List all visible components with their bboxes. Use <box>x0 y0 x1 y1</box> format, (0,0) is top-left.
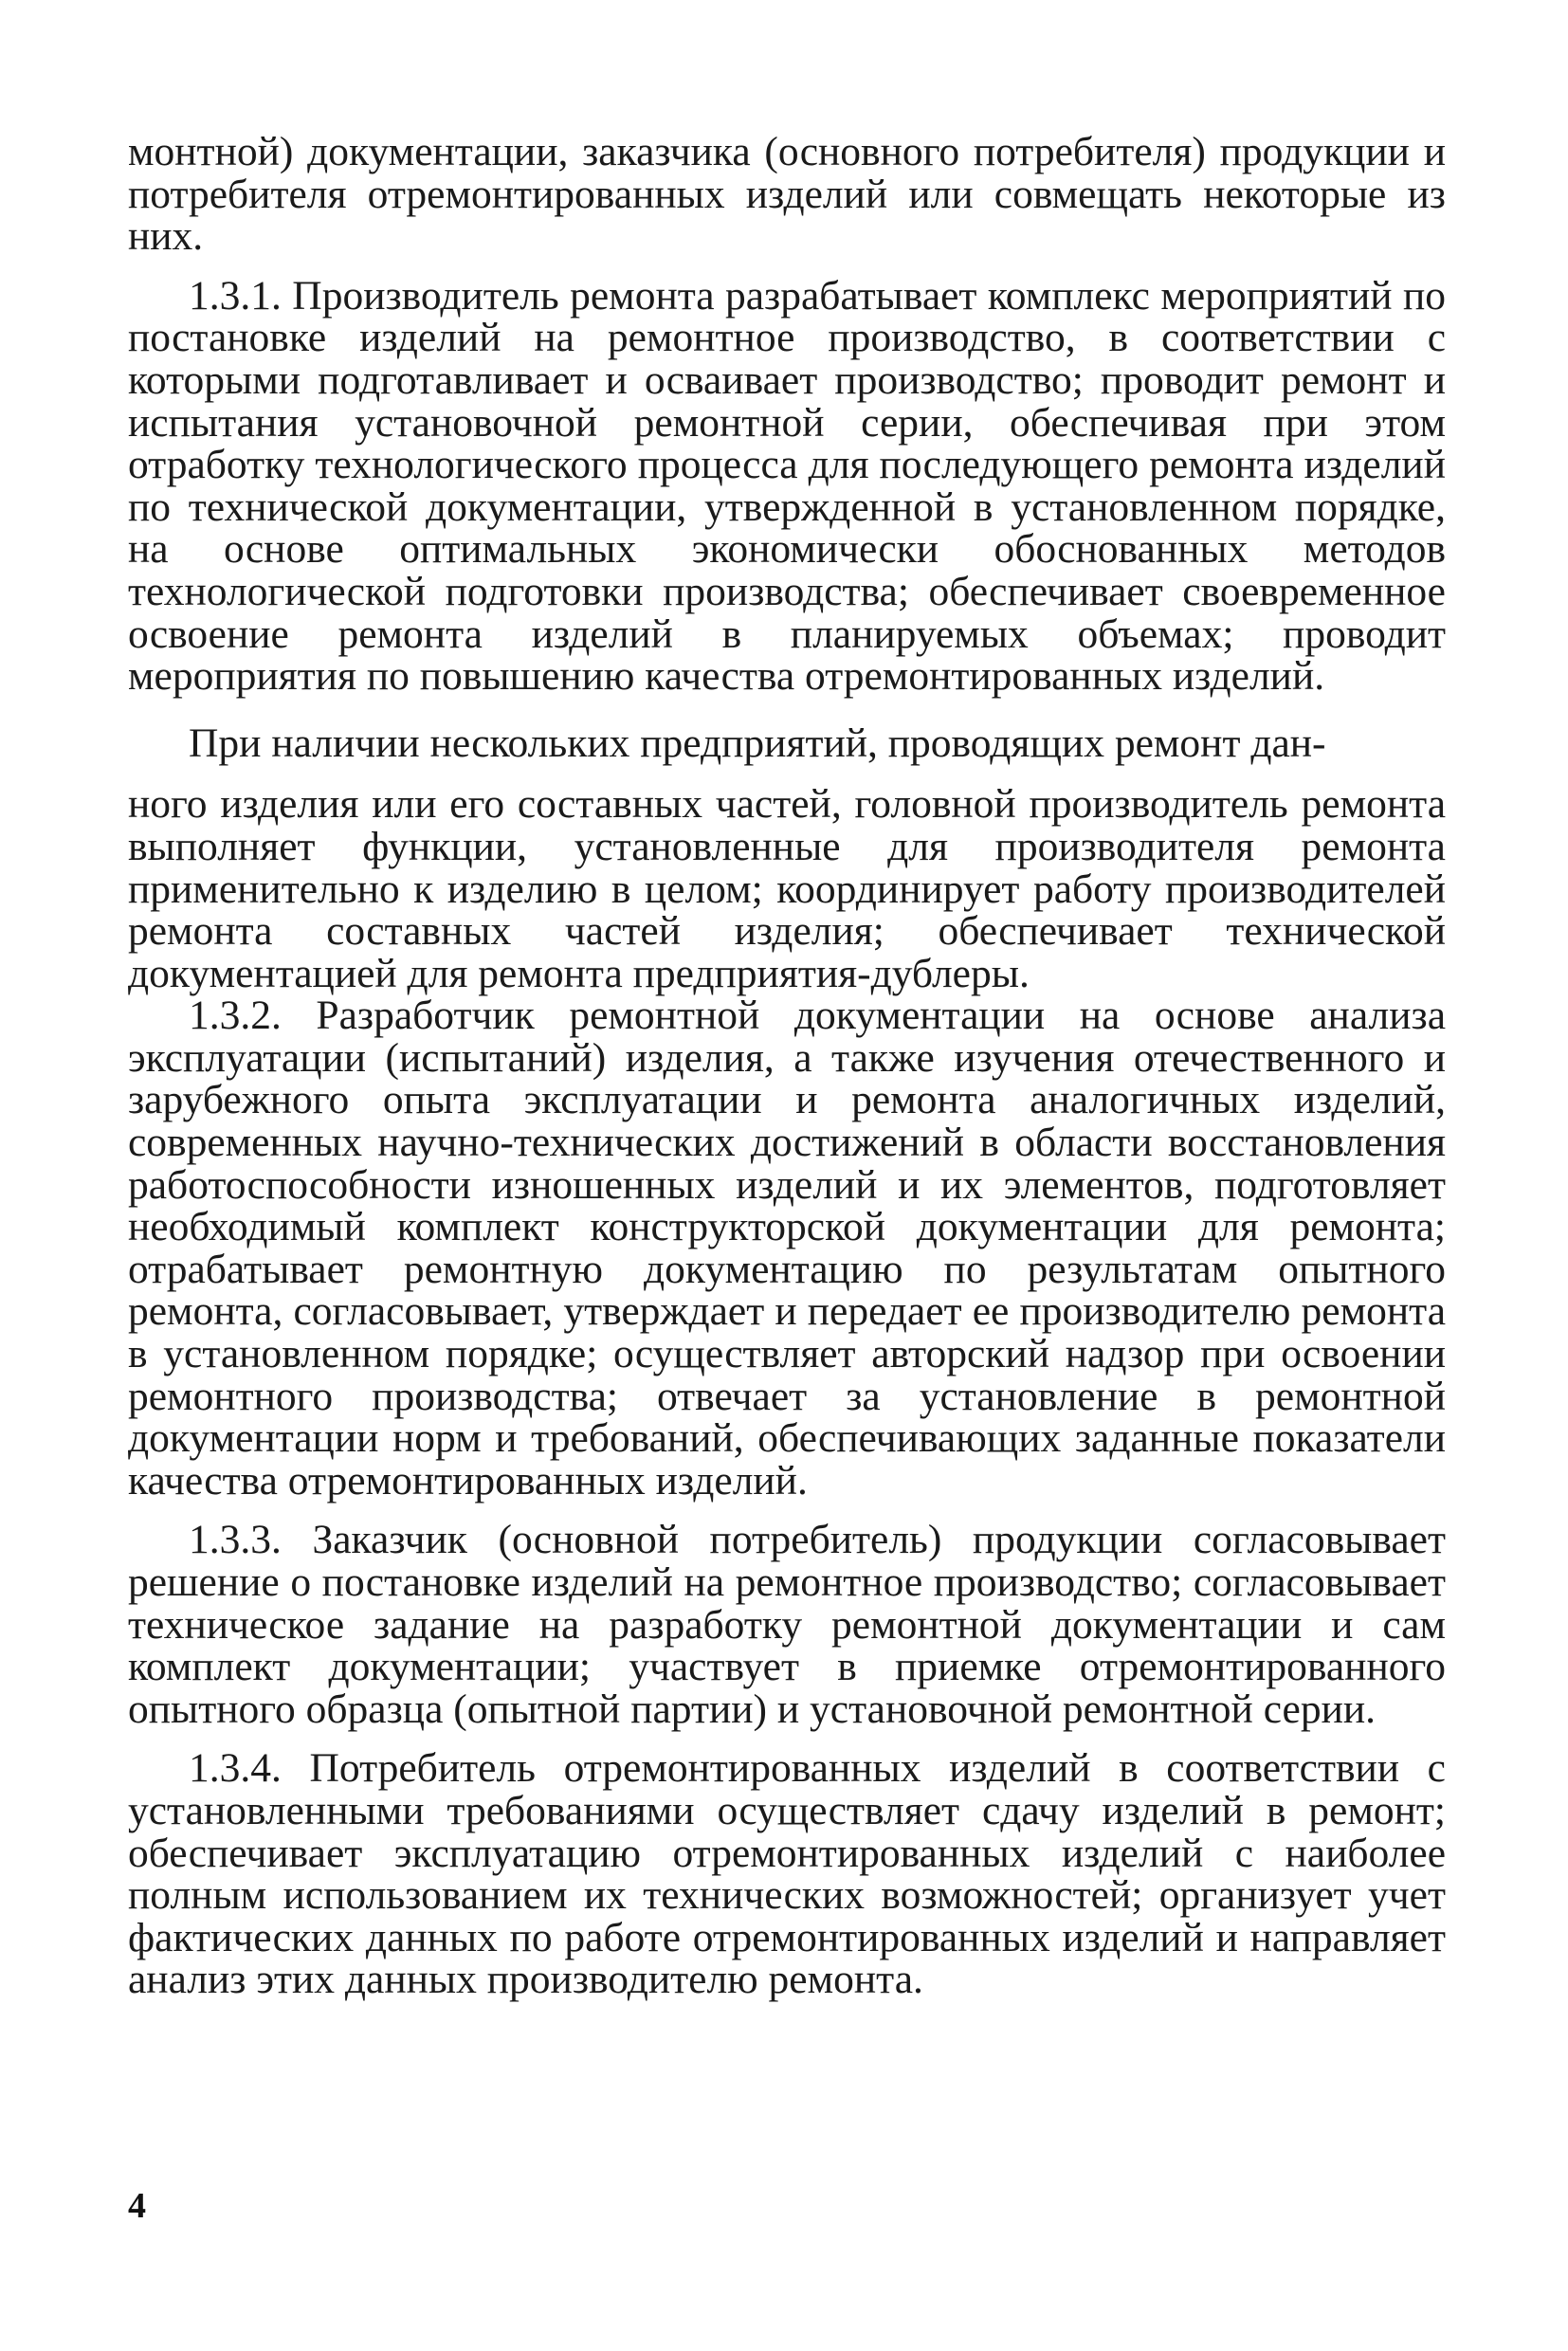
paragraph-continuation: монтной) документации, заказчика (основного потребителя) продукции и потребителя отремонтированных изделий или совмещать некоторые из них. <box>128 129 1446 260</box>
paragraph-1-3-1: 1.3.1. Производитель ремонта разрабатывает комплекс мероприятий по постановке изделий на ремонтное производство, в соответствии с которыми подготавливает и осваивает производство; проводит ремонт и испытания установочной ремонтной серии, обеспечивая при этом отработку технологического процесса для последующего ремонта изделий по технической документации, утвержденной в установленном порядке, на основе оптимальных экономически обоснованных методов технологической подготовки производства; обеспечивает своевременное освоение ремонта изделий в планируемых объемах; проводит мероприятия по повышению качества отремонтированных изделий. <box>128 272 1446 700</box>
paragraph-1-3-3: 1.3.3. Заказчик (основной потребитель) продукции согласовывает решение о постановке изделий на ремонтное производство; согласовывает техническое задание на разработку ремонтной документации и сам комплект документации; участвует в приемке отремонтированного опытного образца (опытной партии) и установочной ремонтной серии. <box>128 1517 1446 1732</box>
paragraph-1-3-4: 1.3.4. Потребитель отремонтированных изделий в соответствии с установленными требованиями осуществляет сдачу изделий в ремонт; обеспечивает эксплуатацию отремонтированных изделий с наиболее полным использованием их технических возможностей; организует учет фактических данных по работе отремонтированных изделий и направляет анализ этих данных производителю ремонта. <box>128 1745 1446 2003</box>
document-page <box>128 131 1446 2235</box>
page-number: 4 <box>128 2186 146 2226</box>
paragraph-1-3-2: 1.3.2. Разработчик ремонтной документации на основе анализа эксплуатации (испытаний) изделия, а также изучения отечественного и зарубежного опыта эксплуатации и ремонта аналогичных изделий, современных научно-технических достижений в области восстановления работоспособности изношенных изделий и их элементов, подготовляет необходимый комплект конструкторской документации для ремонта; отрабатывает ремонтную документацию по результатам опытного ремонта, согласовывает, утверждает и передает ее производителю ремонта в установленном порядке; осуществляет авторский надзор при освоении ремонтного производства; отвечает за установление в ремонтной документации норм и требований, обеспечивающих заданные показатели качества отремонтированных изделий. <box>128 993 1446 1504</box>
paragraph-head-producer: ного изделия или его составных частей, головной производитель ремонта выполняет функции, установленные для производителя ремонта применительно к изделию в целом; координирует работу производителей ремонта составных частей изделия; обеспечивает технической документацией для ремонта предприятия-дублеры. <box>128 781 1446 996</box>
paragraph-multiple-enterprises: При наличии нескольких предприятий, проводящих ремонт дан- <box>189 720 1326 766</box>
